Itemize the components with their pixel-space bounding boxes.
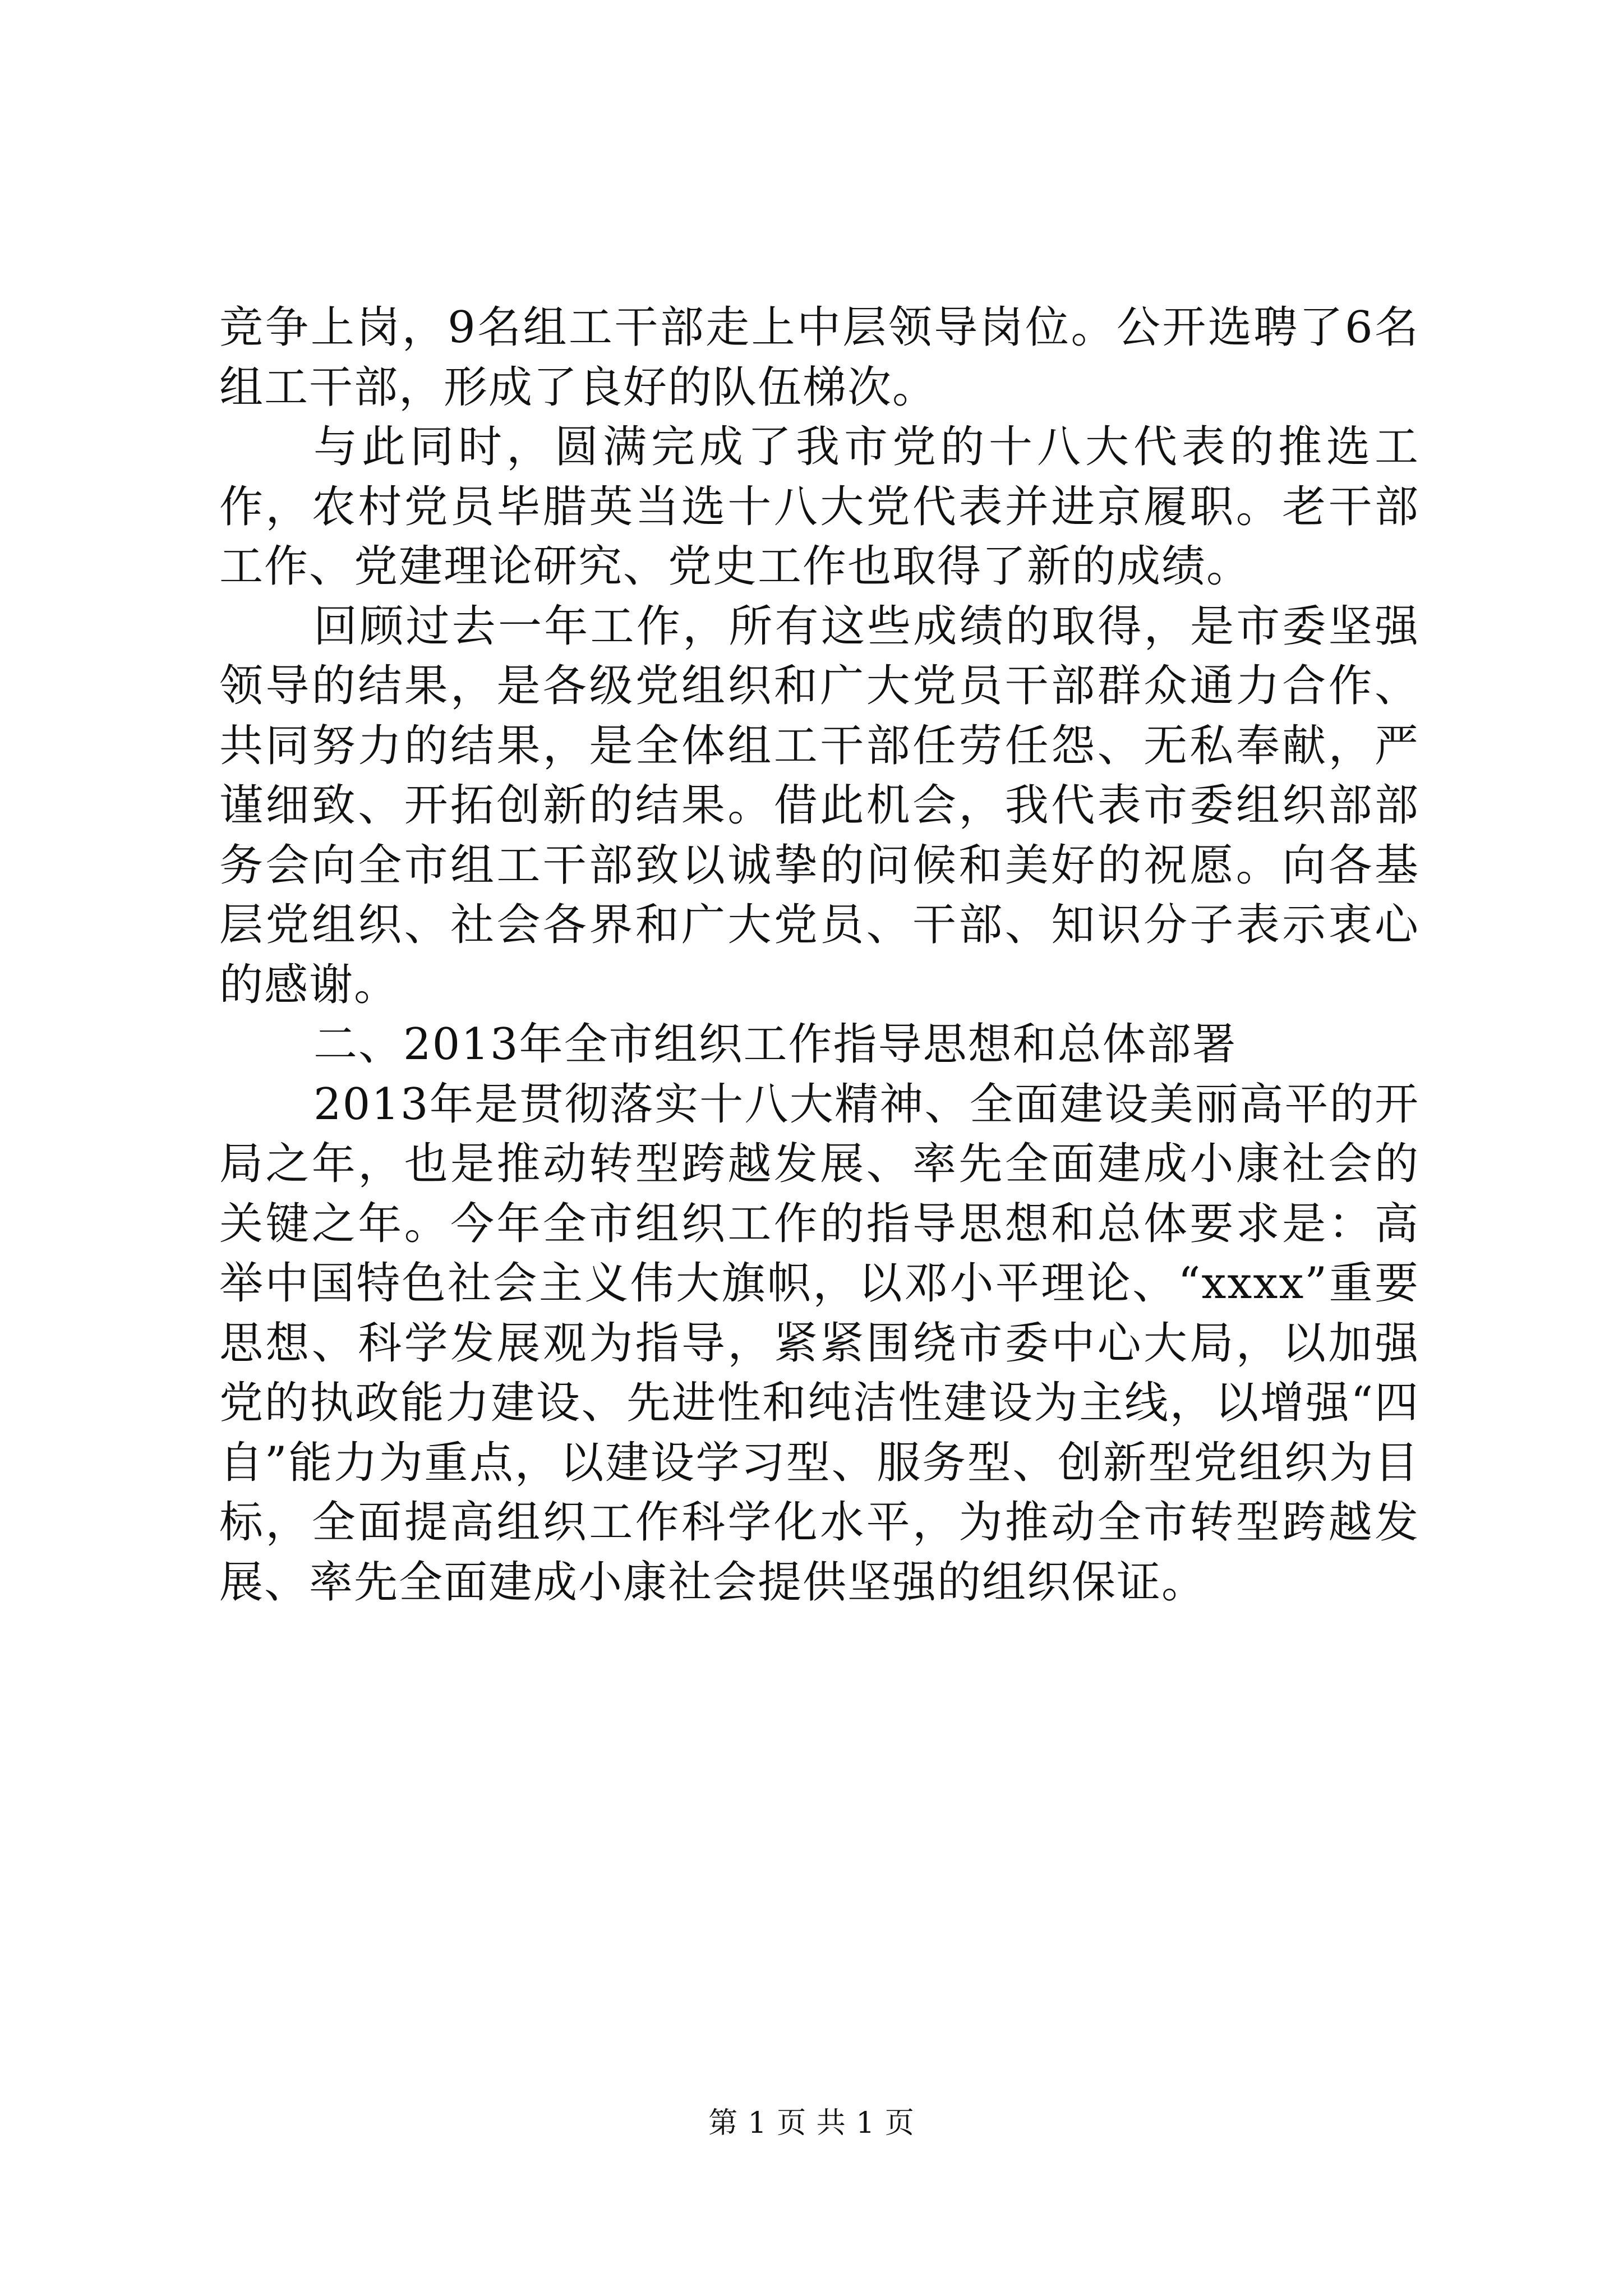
page-footer: 第 1 页 共 1 页: [708, 2106, 915, 2140]
paragraph-4: 2013年是贯彻落实十八大精神、全面建设美丽高平的开局之年，也是推动转型跨越发展、率先全面建成小康社会的关键之年。今年全市组织工作的指导思想和总体要求是：高举中国特色社会主义伟大旗帜，以邓小平理论、“xxxx”重要思想、科学发展观为指导，紧紧围绕市委中心大局，以加强党的执政能力建设、先进性和纯洁性建设为主线，以增强“四自”能力为重点，以建设学习型、服务型、创新型党组织为目标，全面提高组织工作科学化水平，为推动全市转型跨越发展、率先全面建成小康社会提供坚强的组织保证。: [219, 1079, 1419, 1608]
document-body: [219, 298, 1419, 1612]
paragraph-1: 竞争上岗，9名组工干部走上中层领导岗位。公开选聘了6名组工干部，形成了良好的队伍梯次。: [219, 302, 1419, 413]
section-heading: 二、2013年全市组织工作指导思想和总体部署: [313, 1019, 1237, 1070]
paragraph-2: 与此同时，圆满完成了我市党的十八大代表的推选工作，农村党员毕腊英当选十八大党代表并进京履职。老干部工作、党建理论研究、党史工作也取得了新的成绩。: [219, 422, 1419, 592]
paragraph-3: 回顾过去一年工作，所有这些成绩的取得，是市委坚强领导的结果，是各级党组织和广大党员干部群众通力合作、共同努力的结果，是全体组工干部任劳任怨、无私奉献，严谨细致、开拓创新的结果。借此机会，我代表市委组织部部务会向全市组工干部致以诚挚的问候和美好的祝愿。向各基层党组织、社会各界和广大党员、干部、知识分子表示衷心的感谢。: [219, 601, 1419, 1010]
